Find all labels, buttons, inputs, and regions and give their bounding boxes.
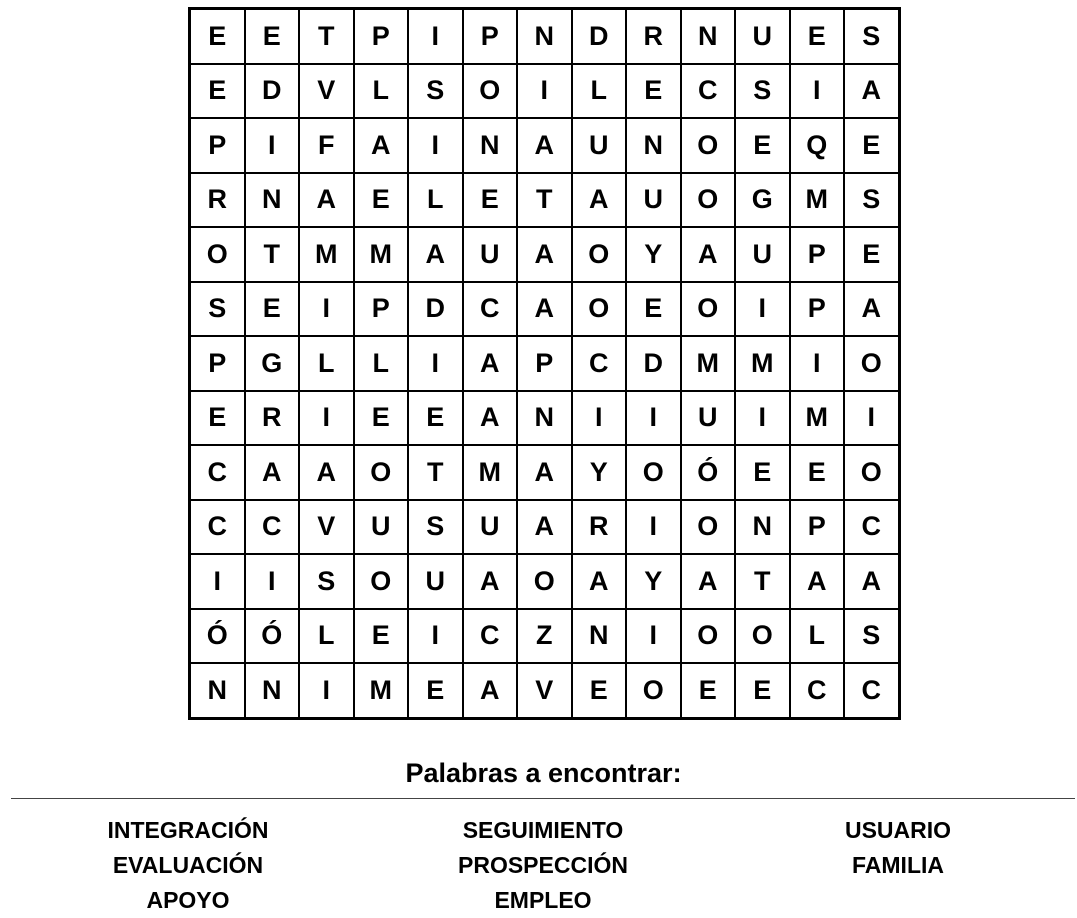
grid-cell[interactable]: E — [190, 64, 245, 119]
grid-cell[interactable]: A — [517, 227, 572, 282]
grid-cell[interactable]: S — [844, 9, 899, 64]
grid-row — [190, 64, 900, 119]
grid-cell[interactable]: N — [735, 500, 790, 555]
grid-cell[interactable]: M — [735, 336, 790, 391]
grid-cell[interactable]: C — [844, 500, 899, 555]
grid-cell[interactable]: Y — [572, 445, 627, 500]
grid-cell[interactable]: O — [572, 227, 627, 282]
grid-cell[interactable]: I — [790, 64, 845, 119]
word-item: PROSPECCIÓN — [458, 852, 628, 878]
grid-cell[interactable]: I — [299, 391, 354, 446]
grid-cell[interactable]: U — [626, 173, 681, 228]
word-item: EMPLEO — [494, 887, 592, 913]
grid-cell[interactable]: I — [572, 391, 627, 446]
grid-row — [190, 554, 900, 609]
grid-cell[interactable]: N — [517, 391, 572, 446]
grid-cell[interactable]: C — [681, 64, 736, 119]
grid-row — [190, 663, 900, 718]
grid-cell[interactable]: N — [245, 663, 300, 718]
grid-cell[interactable]: A — [681, 554, 736, 609]
grid-cell[interactable]: L — [299, 336, 354, 391]
grid-cell[interactable]: I — [299, 282, 354, 337]
grid-cell[interactable]: T — [735, 554, 790, 609]
grid-cell[interactable]: U — [572, 118, 627, 173]
grid-cell[interactable]: Y — [626, 227, 681, 282]
grid-cell[interactable]: N — [626, 118, 681, 173]
grid-cell[interactable]: E — [735, 445, 790, 500]
grid-cell[interactable]: P — [790, 282, 845, 337]
grid-cell[interactable]: U — [681, 391, 736, 446]
grid-cell[interactable]: E — [790, 9, 845, 64]
grid-cell[interactable]: Ó — [245, 609, 300, 664]
grid-cell[interactable]: N — [245, 173, 300, 228]
grid-cell[interactable]: I — [408, 336, 463, 391]
grid-cell[interactable]: O — [354, 445, 409, 500]
grid-row — [190, 9, 900, 64]
grid-cell[interactable]: R — [572, 500, 627, 555]
grid-cell[interactable]: E — [681, 663, 736, 718]
grid-row — [190, 336, 900, 391]
grid-cell[interactable]: A — [245, 445, 300, 500]
grid-cell[interactable]: C — [190, 445, 245, 500]
grid-cell[interactable]: P — [790, 500, 845, 555]
grid-cell[interactable]: O — [354, 554, 409, 609]
grid-cell[interactable]: C — [572, 336, 627, 391]
grid-cell[interactable]: E — [354, 391, 409, 446]
grid-cell[interactable]: S — [408, 64, 463, 119]
grid-row — [190, 227, 900, 282]
grid-cell[interactable]: S — [844, 173, 899, 228]
grid-row — [190, 500, 900, 555]
grid-cell[interactable]: A — [517, 282, 572, 337]
grid-cell[interactable]: L — [572, 64, 627, 119]
grid-cell[interactable]: M — [354, 663, 409, 718]
grid-cell[interactable]: C — [463, 609, 518, 664]
grid-row — [190, 173, 900, 228]
grid-cell[interactable]: A — [354, 118, 409, 173]
grid-cell[interactable]: O — [681, 173, 736, 228]
grid-cell[interactable]: E — [190, 9, 245, 64]
grid-cell[interactable]: I — [245, 118, 300, 173]
grid-cell[interactable]: P — [517, 336, 572, 391]
grid-cell[interactable]: V — [517, 663, 572, 718]
grid-cell[interactable]: I — [844, 391, 899, 446]
words-to-find-title: Palabras a encontrar: — [405, 758, 682, 788]
grid-cell[interactable]: E — [245, 9, 300, 64]
grid-cell[interactable]: P — [190, 118, 245, 173]
word-list-column — [8, 813, 368, 918]
grid-cell[interactable]: I — [408, 9, 463, 64]
grid-cell[interactable]: N — [190, 663, 245, 718]
grid-cell[interactable]: S — [299, 554, 354, 609]
grid-cell[interactable]: C — [790, 663, 845, 718]
grid-cell[interactable]: P — [790, 227, 845, 282]
grid-cell[interactable]: E — [790, 445, 845, 500]
grid-cell[interactable]: E — [626, 282, 681, 337]
grid-cell[interactable]: A — [844, 282, 899, 337]
grid-cell[interactable]: U — [735, 227, 790, 282]
grid-cell[interactable]: Z — [517, 609, 572, 664]
grid-cell[interactable]: U — [408, 554, 463, 609]
grid-cell[interactable]: I — [299, 663, 354, 718]
grid-cell[interactable]: T — [517, 173, 572, 228]
grid-cell[interactable]: L — [408, 173, 463, 228]
grid-cell[interactable]: M — [463, 445, 518, 500]
grid-cell[interactable]: E — [735, 118, 790, 173]
grid-cell[interactable]: S — [408, 500, 463, 555]
grid-row — [190, 118, 900, 173]
grid-cell[interactable]: O — [517, 554, 572, 609]
grid-cell[interactable]: S — [844, 609, 899, 664]
grid-cell[interactable]: I — [626, 609, 681, 664]
grid-cell[interactable]: E — [844, 227, 899, 282]
grid-cell[interactable]: D — [408, 282, 463, 337]
grid-cell[interactable]: T — [299, 9, 354, 64]
grid-row — [190, 445, 900, 500]
grid-cell[interactable]: O — [844, 336, 899, 391]
word-item: INTEGRACIÓN — [107, 817, 269, 843]
grid-cell[interactable]: L — [790, 609, 845, 664]
grid-cell[interactable]: S — [190, 282, 245, 337]
grid-cell[interactable]: D — [245, 64, 300, 119]
grid-cell[interactable]: D — [626, 336, 681, 391]
grid-cell[interactable]: P — [190, 336, 245, 391]
grid-cell[interactable]: I — [735, 282, 790, 337]
grid-row — [190, 391, 900, 446]
grid-cell[interactable]: I — [626, 500, 681, 555]
grid-cell[interactable]: P — [354, 9, 409, 64]
grid-row — [190, 282, 900, 337]
grid-cell[interactable]: U — [354, 500, 409, 555]
grid-cell[interactable]: U — [463, 500, 518, 555]
word-item: APOYO — [146, 887, 230, 913]
grid-cell[interactable]: P — [463, 9, 518, 64]
grid-cell[interactable]: M — [681, 336, 736, 391]
grid-cell[interactable]: C — [190, 500, 245, 555]
grid-cell[interactable]: I — [735, 391, 790, 446]
grid-cell[interactable]: E — [844, 118, 899, 173]
grid-cell[interactable]: E — [735, 663, 790, 718]
grid-cell[interactable]: I — [790, 336, 845, 391]
grid-cell[interactable]: F — [299, 118, 354, 173]
grid-cell[interactable]: N — [572, 609, 627, 664]
grid-cell[interactable]: U — [735, 9, 790, 64]
grid-cell[interactable]: C — [245, 500, 300, 555]
grid-cell[interactable]: E — [354, 609, 409, 664]
grid-cell[interactable]: C — [844, 663, 899, 718]
grid-cell[interactable]: E — [626, 64, 681, 119]
grid-cell[interactable]: E — [463, 173, 518, 228]
grid-cell[interactable]: A — [517, 118, 572, 173]
grid-cell[interactable]: A — [463, 336, 518, 391]
grid-cell[interactable]: O — [626, 445, 681, 500]
grid-cell[interactable]: A — [463, 554, 518, 609]
grid-cell[interactable]: D — [572, 9, 627, 64]
grid-cell[interactable]: Ó — [681, 445, 736, 500]
grid-cell[interactable]: O — [463, 64, 518, 119]
grid-cell[interactable]: A — [517, 500, 572, 555]
grid-cell[interactable]: A — [517, 445, 572, 500]
word-item: EVALUACIÓN — [112, 852, 264, 878]
grid-cell[interactable]: A — [844, 64, 899, 119]
grid-cell[interactable]: L — [354, 336, 409, 391]
grid-cell[interactable]: G — [735, 173, 790, 228]
grid-cell[interactable]: I — [408, 609, 463, 664]
grid-cell[interactable]: N — [463, 118, 518, 173]
grid-cell[interactable]: R — [190, 173, 245, 228]
grid-cell[interactable]: E — [572, 663, 627, 718]
grid-cell[interactable]: Ó — [190, 609, 245, 664]
grid-cell[interactable]: E — [408, 391, 463, 446]
grid-cell[interactable]: T — [408, 445, 463, 500]
grid-cell[interactable]: T — [245, 227, 300, 282]
grid-cell[interactable]: V — [299, 64, 354, 119]
grid-cell[interactable]: I — [408, 118, 463, 173]
grid-cell[interactable]: R — [626, 9, 681, 64]
grid-cell[interactable]: S — [735, 64, 790, 119]
grid-cell[interactable]: I — [245, 554, 300, 609]
grid-cell[interactable]: C — [463, 282, 518, 337]
word-search-grid — [188, 7, 901, 720]
grid-cell[interactable]: I — [190, 554, 245, 609]
grid-cell[interactable]: N — [681, 9, 736, 64]
grid-cell[interactable]: Y — [626, 554, 681, 609]
grid-cell[interactable]: O — [681, 500, 736, 555]
grid-cell[interactable]: A — [299, 445, 354, 500]
grid-cell[interactable]: L — [354, 64, 409, 119]
grid-cell[interactable]: A — [572, 173, 627, 228]
grid-cell[interactable]: A — [681, 227, 736, 282]
word-item: USUARIO — [844, 817, 952, 843]
grid-cell[interactable]: R — [245, 391, 300, 446]
grid-cell[interactable]: O — [735, 609, 790, 664]
grid-cell[interactable]: P — [354, 282, 409, 337]
word-item: SEGUIMIENTO — [462, 817, 624, 843]
grid-cell[interactable]: G — [245, 336, 300, 391]
grid-cell[interactable]: E — [245, 282, 300, 337]
grid-cell[interactable]: U — [463, 227, 518, 282]
grid-cell[interactable]: A — [408, 227, 463, 282]
grid-cell[interactable]: A — [844, 554, 899, 609]
grid-cell[interactable]: O — [572, 282, 627, 337]
grid-cell[interactable]: I — [626, 391, 681, 446]
grid-cell[interactable]: E — [354, 173, 409, 228]
grid-cell[interactable]: O — [626, 663, 681, 718]
grid-cell[interactable]: I — [517, 64, 572, 119]
grid-cell[interactable]: A — [463, 391, 518, 446]
grid-cell[interactable]: V — [299, 500, 354, 555]
grid-cell[interactable]: A — [572, 554, 627, 609]
grid-row — [190, 609, 900, 664]
grid-cell[interactable]: A — [299, 173, 354, 228]
word-list-column — [363, 813, 723, 918]
grid-cell[interactable]: O — [681, 609, 736, 664]
grid-cell[interactable]: O — [844, 445, 899, 500]
grid-cell[interactable]: N — [517, 9, 572, 64]
grid-cell[interactable]: M — [790, 391, 845, 446]
grid-cell[interactable]: M — [790, 173, 845, 228]
grid-cell[interactable]: E — [408, 663, 463, 718]
grid-cell[interactable]: L — [299, 609, 354, 664]
grid-cell[interactable]: Q — [790, 118, 845, 173]
divider — [11, 798, 1075, 799]
grid-cell[interactable]: O — [681, 118, 736, 173]
grid-cell[interactable]: A — [790, 554, 845, 609]
word-item: FAMILIA — [852, 852, 944, 878]
grid-cell[interactable]: M — [299, 227, 354, 282]
grid-cell[interactable]: E — [190, 391, 245, 446]
grid-cell[interactable]: O — [190, 227, 245, 282]
grid-cell[interactable]: M — [354, 227, 409, 282]
grid-cell[interactable]: O — [681, 282, 736, 337]
grid-cell[interactable]: A — [463, 663, 518, 718]
word-list-column — [718, 813, 1077, 883]
